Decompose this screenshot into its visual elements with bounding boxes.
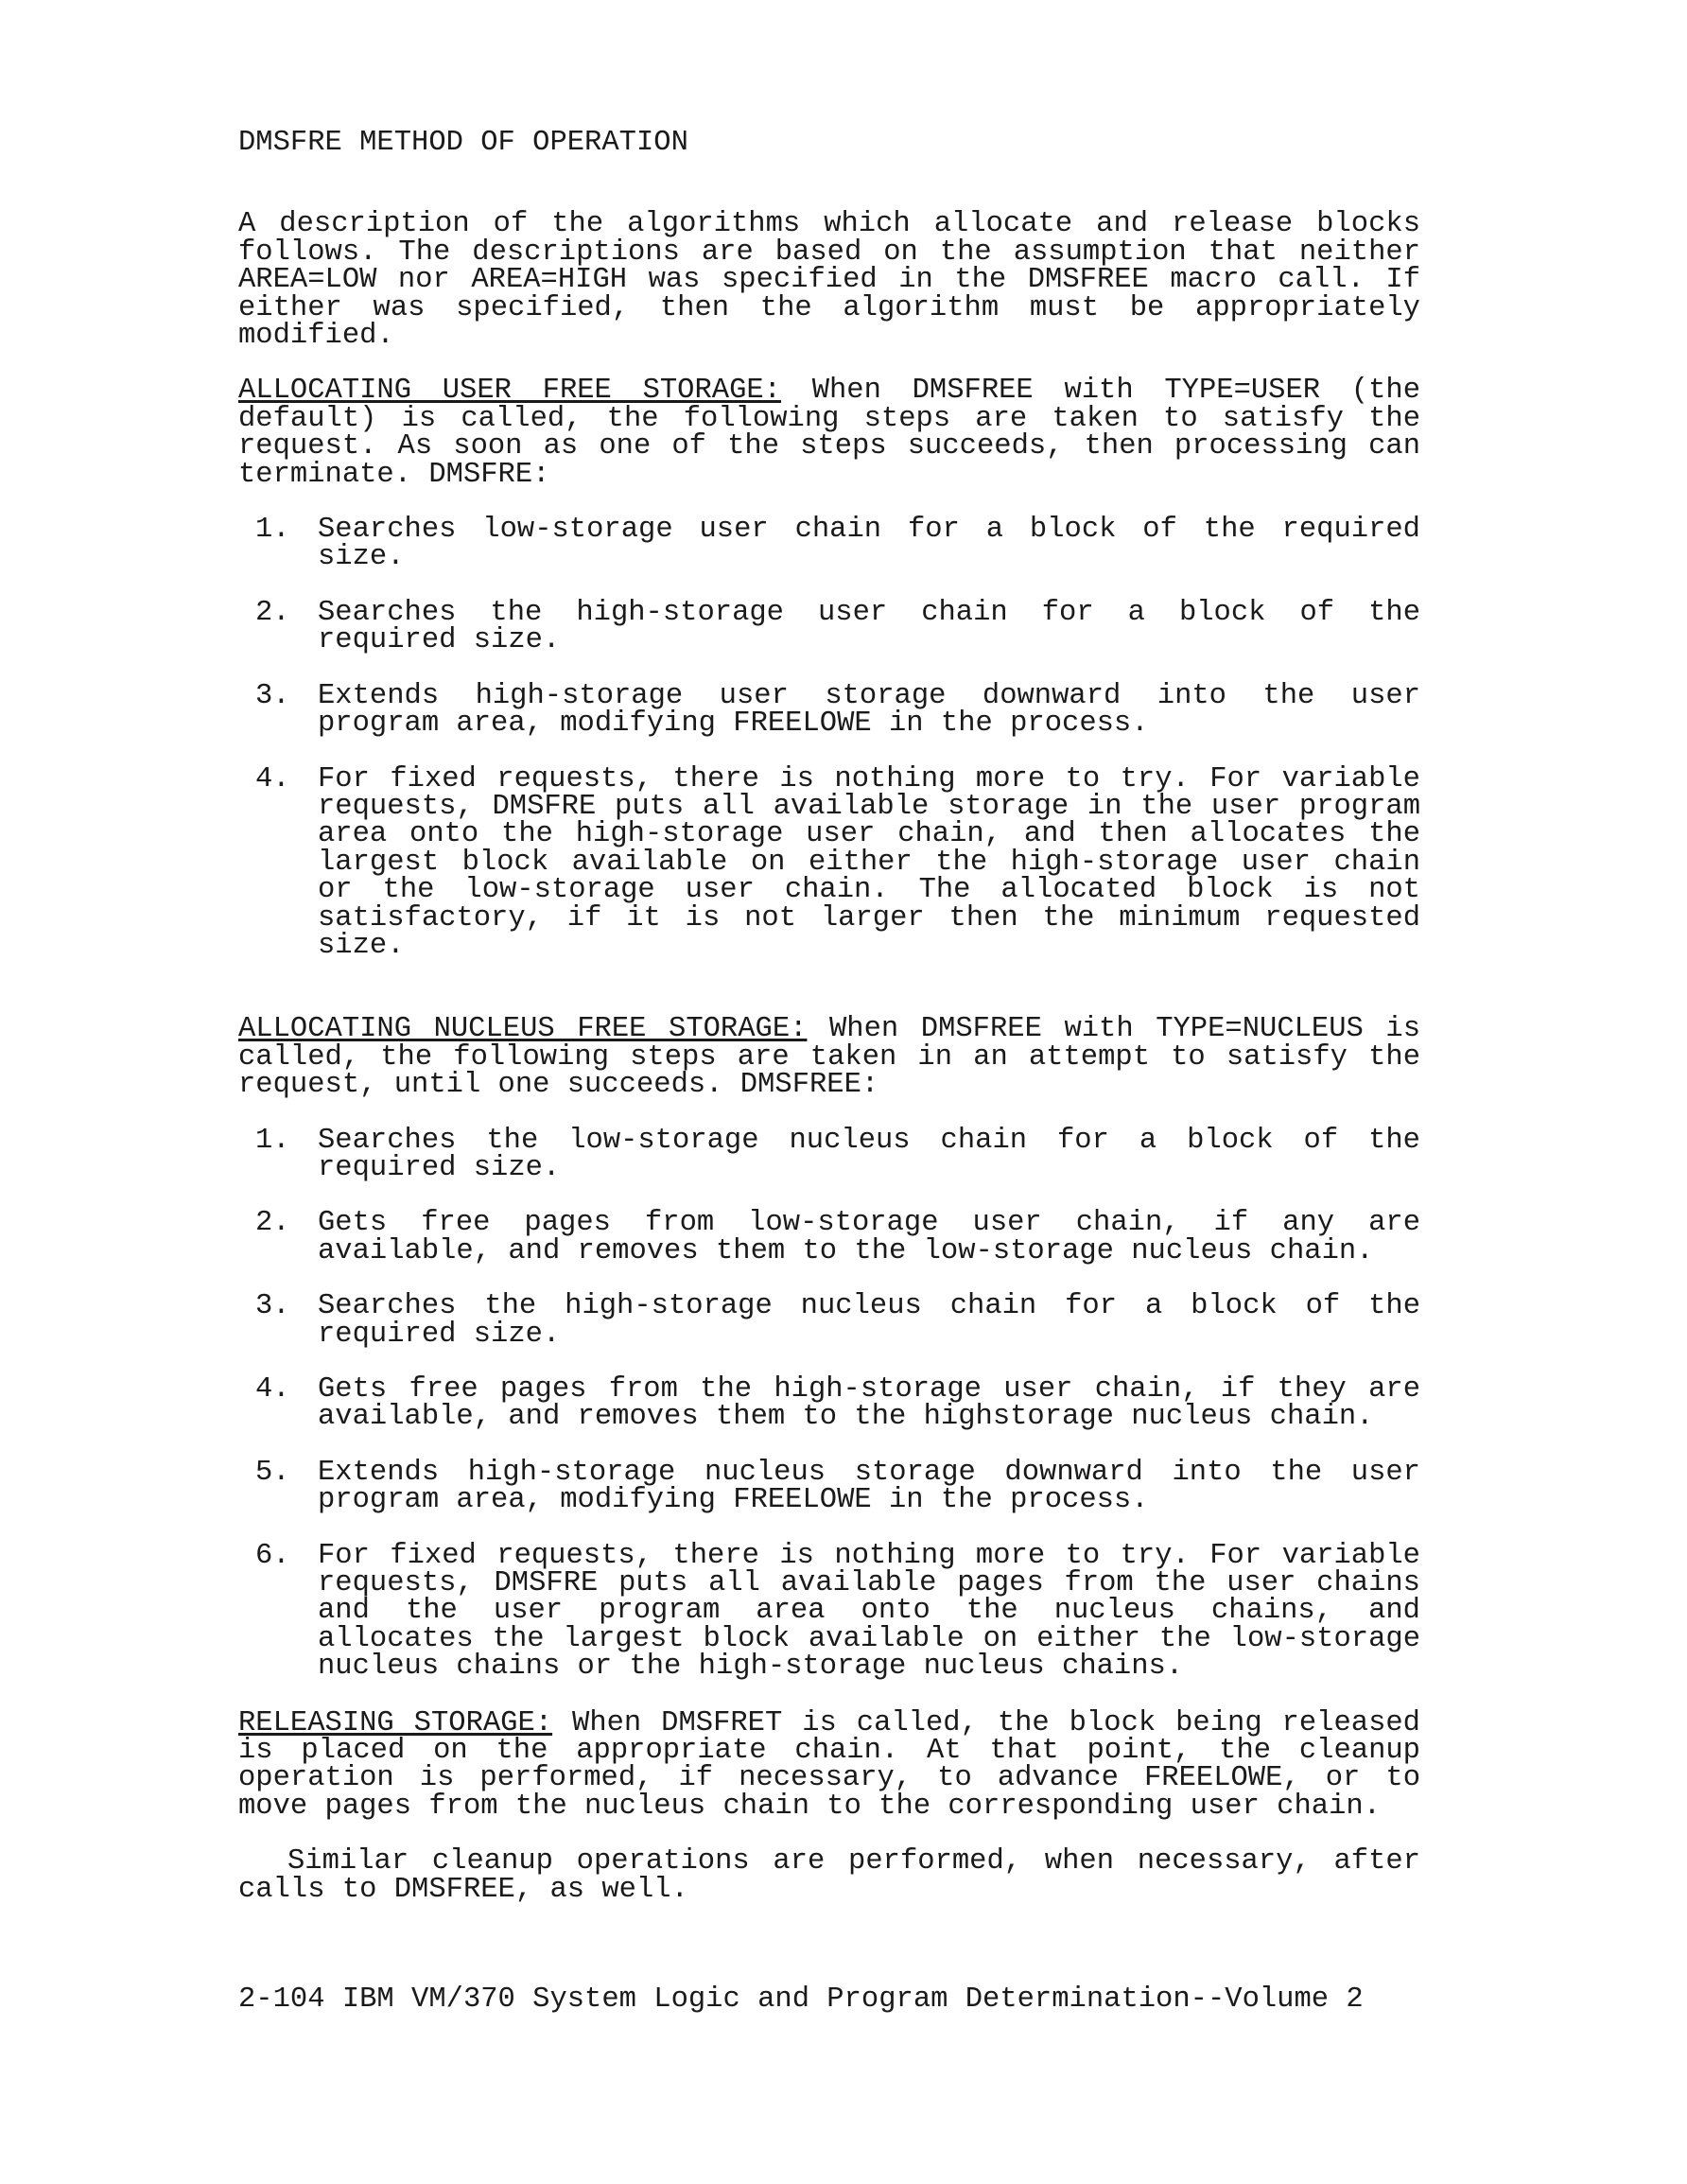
list-item xyxy=(238,679,1420,741)
intro-paragraph: A description of the algorithms which allocate and release blocks follows. The descriptions are based on the assumption that neither AREA=LOW nor AREA=HIGH was specified in the DMSFREE macro call. If either was specified, then the algorithm must be appropriately modified. xyxy=(238,208,1420,353)
page-heading: DMSFRE METHOD OF OPERATION xyxy=(238,127,688,159)
step-number: 2. xyxy=(255,596,290,629)
user-section-paragraph xyxy=(238,377,1420,489)
step-text: Searches the low-storage nucleus chain for a block of the required size. xyxy=(318,1124,1420,1184)
nucleus-section-lead: ALLOCATING NUCLEUS FREE STORAGE: xyxy=(238,1013,808,1046)
user-section-lead: ALLOCATING USER FREE STORAGE: xyxy=(238,375,781,408)
step-text: Searches the high-storage nucleus chain for a block of the required size. xyxy=(318,1290,1420,1351)
step-number: 4. xyxy=(255,762,290,795)
list-item xyxy=(238,1290,1420,1351)
step-number: 3. xyxy=(255,1290,290,1323)
user-steps-list xyxy=(238,516,1420,960)
page-footer: 2-104 IBM VM/370 System Logic and Program Determination--Volume 2 xyxy=(238,1983,1364,2016)
releasing-section-text: When DMSFRET is called, the block being released is placed on the appropriate chain. At that point, the cleanup operation is performed, if necessary, to advance FREELOWE, or to move pages from the nucleus chain to the corresponding user chain. xyxy=(238,1706,1420,1823)
nucleus-steps-list xyxy=(238,1124,1420,1684)
step-number: 2. xyxy=(255,1207,290,1240)
list-item xyxy=(238,516,1420,572)
list-item xyxy=(238,596,1420,657)
list-item xyxy=(238,1373,1420,1434)
releasing-section-lead: RELEASING STORAGE: xyxy=(238,1706,553,1739)
step-number: 1. xyxy=(255,514,290,547)
step-text: For fixed requests, there is nothing more to try. For variable requests, DMSFRE puts all available storage in the user program area onto the high-storage user chain, and then allocates the largest block available on either the high-storage user chain or the low-storage user chain. The allocated block is not satisfactory, if it is not larger then the minimum requested size. xyxy=(318,762,1420,962)
step-text: Gets free pages from low-storage user chain, if any are available, and removes them to the low-storage nucleus chain. xyxy=(318,1207,1420,1267)
list-item xyxy=(238,1539,1420,1684)
step-text: Searches the high-storage user chain for a block of the required size. xyxy=(318,596,1420,657)
list-item xyxy=(238,762,1420,962)
list-item xyxy=(238,1456,1420,1517)
step-text: Extends high-storage user storage downward into the user program area, modifying FREELOWE in the process. xyxy=(318,679,1420,741)
nucleus-section-text: When DMSFREE with TYPE=NUCLEUS is called, the following steps are taken in an attempt to satisfy the request, until one succeeds. DMSFREE: xyxy=(238,1013,1420,1102)
releasing-section-paragraph xyxy=(238,1706,1420,1823)
step-text: Extends high-storage nucleus storage downward into the user program area, modifying FREELOWE in the process. xyxy=(318,1456,1420,1517)
page-body xyxy=(238,127,1421,1931)
step-number: 3. xyxy=(255,679,290,712)
list-item xyxy=(238,1207,1420,1267)
step-number: 4. xyxy=(255,1373,290,1406)
step-text: Gets free pages from the high-storage user chain, if they are available, and removes them to the highstorage nucleus chain. xyxy=(318,1373,1420,1434)
nucleus-section-paragraph xyxy=(238,1013,1420,1102)
closing-paragraph: Similar cleanup operations are performed, when necessary, after calls to DMSFREE, as well. xyxy=(238,1845,1420,1906)
step-number: 1. xyxy=(255,1124,290,1157)
section-spacer xyxy=(238,988,1420,1016)
step-text: Searches low-storage user chain for a block of the required size. xyxy=(318,514,1420,574)
step-number: 5. xyxy=(255,1456,290,1489)
step-number: 6. xyxy=(255,1539,290,1572)
list-item xyxy=(238,1124,1420,1184)
step-text: For fixed requests, there is nothing more to try. For variable requests, DMSFRE puts all available pages from the user chains and the user program area onto the nucleus chains, and allocates the largest block available on either the low-storage nucleus chains or the high-storage nucleus chains. xyxy=(318,1539,1420,1684)
user-section-text: When DMSFREE with TYPE=USER (the default) is called, the following steps are taken to satisfy the request. As soon as one of the steps succeeds, then processing can terminate. DMSFRE: xyxy=(238,375,1421,491)
